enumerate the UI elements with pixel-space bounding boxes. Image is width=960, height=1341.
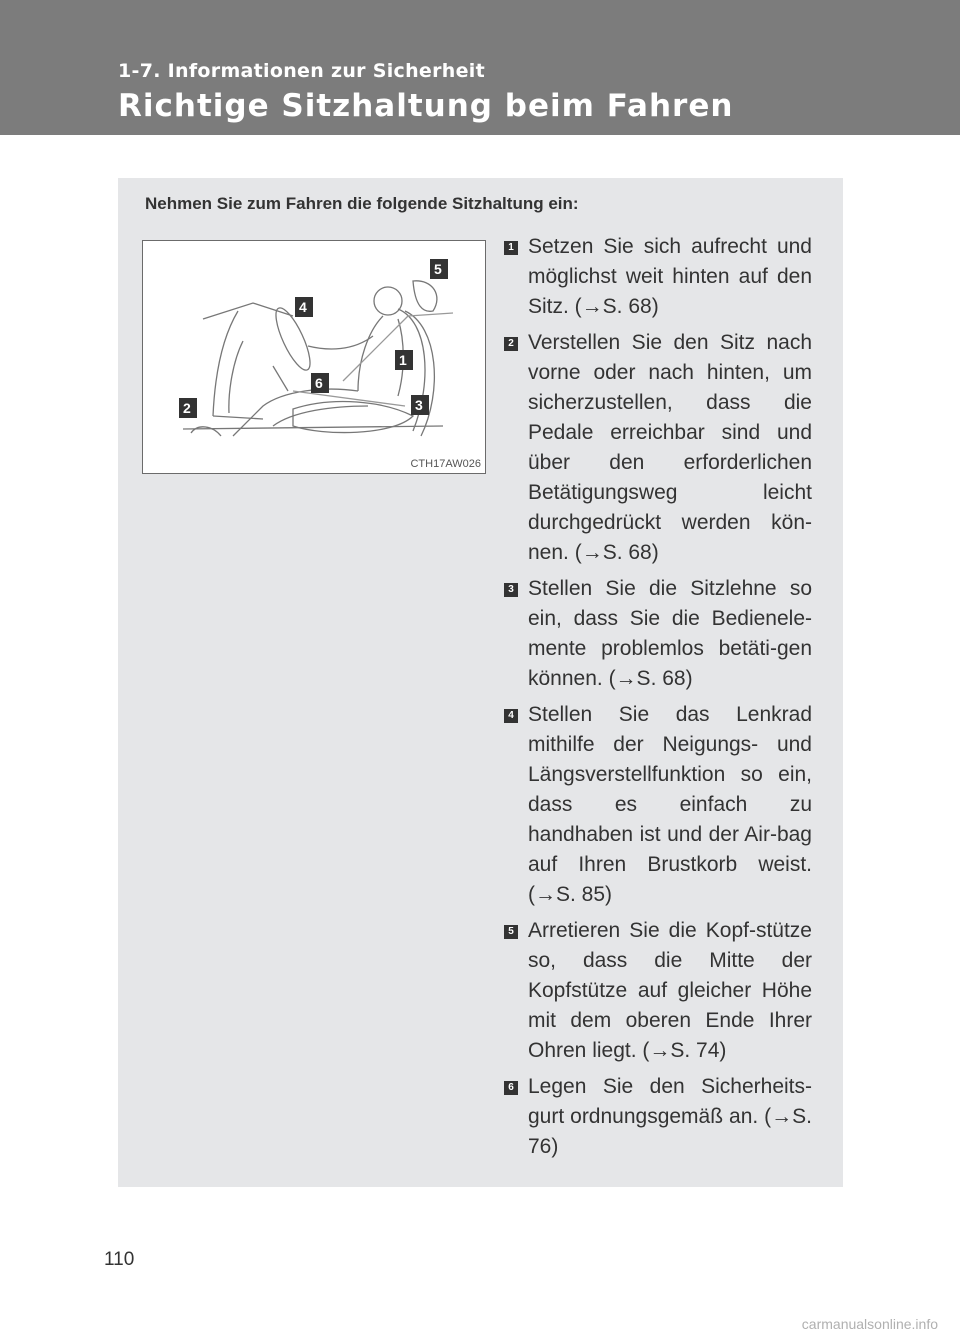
callout-4-label: 4 [299,299,307,315]
callout-3-label: 3 [415,397,423,413]
step-text: Stellen Sie das Lenkrad mithilfe der Neigungs- und Längsverstellfunktion so ein, dass es einfach zu handhaben ist und der Air-bag auf Ihren Brustkorb weist. (→S. 85) [528,703,812,906]
step-item [504,700,812,910]
callout-2-label: 2 [183,400,191,416]
step-text: Arretieren Sie die Kopf-stütze so, dass die Mitte der Kopfstütze auf gleicher Höhe mit dem oberen Ende Ihrer Ohren liegt. (→S. 74) [528,919,812,1062]
seating-posture-illustration [142,240,486,474]
step-item [504,574,812,694]
page-title: Richtige Sitzhaltung beim Fahren [118,88,734,124]
driver-arm [308,336,373,349]
callout-1-label: 1 [399,352,407,368]
step-text: Verstellen Sie den Sitz nach vorne oder nach hinten, um sicherzustellen, dass die Pedale erreichbar sind und über den erforderlichen Betätigungsweg leicht durchgedrückt werden kön-nen. (→S. 68) [528,331,812,564]
page-header [0,0,960,135]
step-item [504,1072,812,1162]
page-number: 110 [104,1249,135,1270]
headrest [413,281,437,311]
step-number-badge: 3 [504,583,518,597]
callout-6-label: 6 [315,375,323,391]
intro-text: Nehmen Sie zum Fahren die folgende Sitzhaltung ein: [145,194,579,213]
step-number-badge: 2 [504,337,518,351]
driver-seat-drawing [143,241,485,473]
step-item [504,916,812,1066]
step-number-badge: 5 [504,925,518,939]
step-item [504,328,812,568]
callout-5-label: 5 [434,261,442,277]
watermark: carmanualsonline.info [801,1316,938,1332]
driver-leg [233,389,358,436]
step-text: Legen Sie den Sicherheits-gurt ordnungsgemäß an. (→S. 76) [528,1075,812,1158]
illustration-code: CTH17AW026 [410,458,481,470]
section-title: 1-7. Informationen zur Sicherheit [118,60,485,82]
step-number-badge: 1 [504,241,518,255]
step-number-badge: 6 [504,1081,518,1095]
windshield-line [203,303,293,319]
step-text: Setzen Sie sich aufrecht und möglichst weit hinten auf den Sitz. (→S. 68) [528,235,812,318]
step-item [504,232,812,322]
steps-list [504,232,812,1168]
step-text: Stellen Sie die Sitzlehne so ein, dass Sie die Bedienele-mente problemlos betäti-gen können. (→S. 68) [528,577,812,690]
step-number-badge: 4 [504,709,518,723]
driver-head [374,287,402,315]
